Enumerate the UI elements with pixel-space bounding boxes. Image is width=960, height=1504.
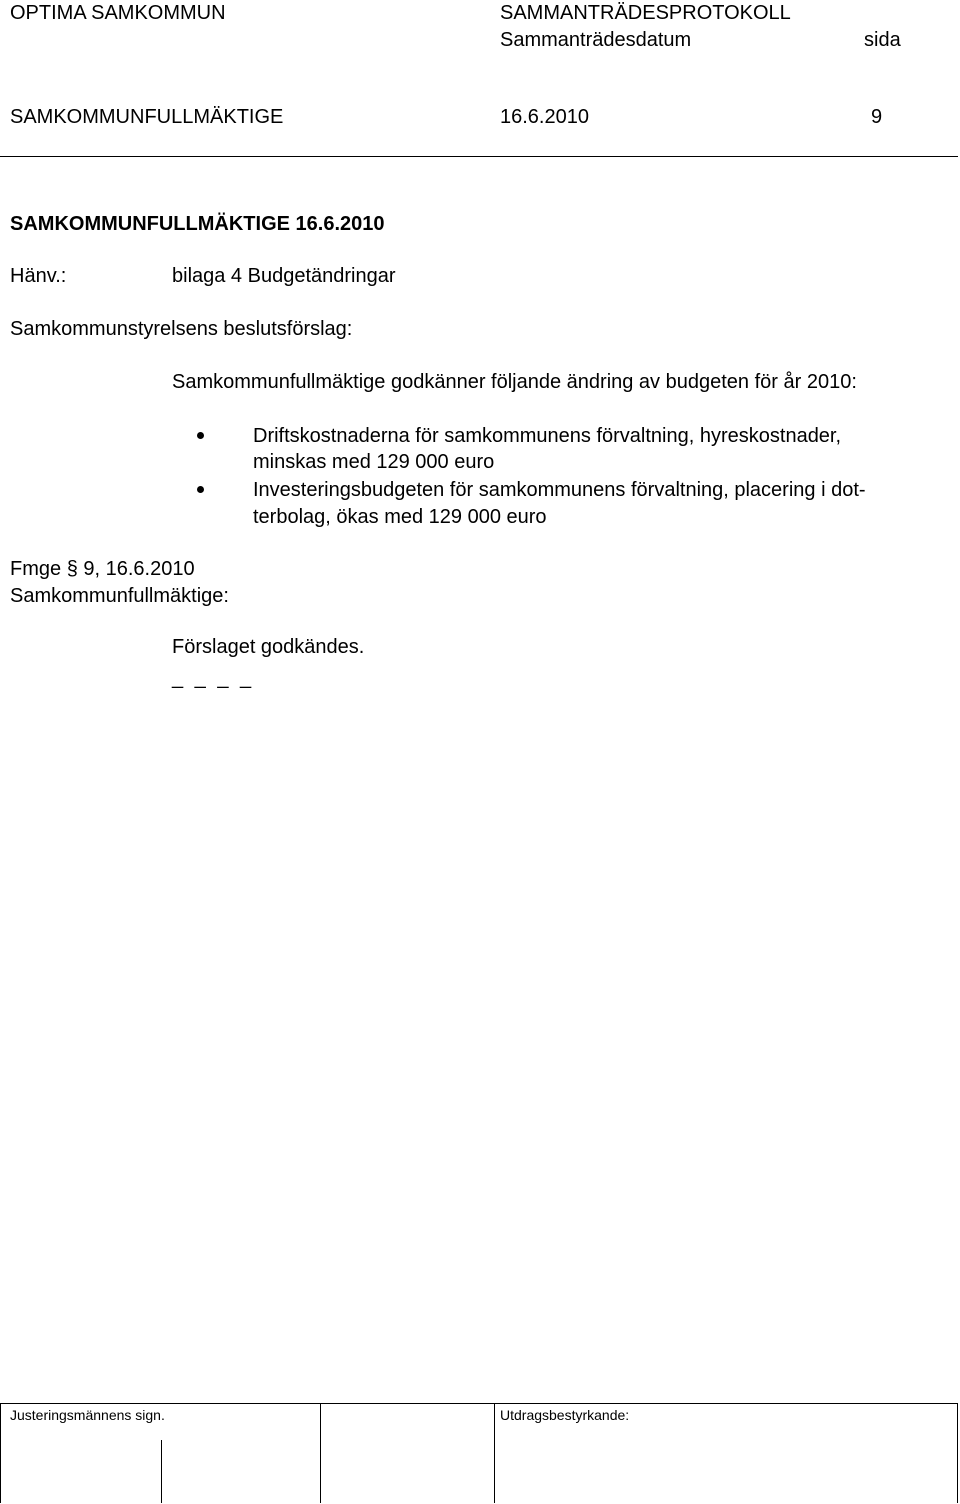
org-name: OPTIMA SAMKOMMUN [10, 2, 226, 24]
end-marks: _ _ _ _ [172, 667, 255, 689]
footer-left-border [0, 1403, 1, 1503]
hanv-text: bilaga 4 Budgetändringar [172, 265, 396, 287]
bullet-1-line-2: minskas med 129 000 euro [253, 451, 495, 473]
proposal-label: Samkommunstyrelsens beslutsförslag: [10, 318, 353, 340]
meeting-body: SAMKOMMUNFULLMÄKTIGE [10, 106, 284, 128]
bullet-2-line-2: terbolag, ökas med 129 000 euro [253, 506, 547, 528]
hanv-label: Hänv.: [10, 265, 67, 287]
page-label: sida [864, 29, 901, 51]
footer-right-border [957, 1403, 958, 1503]
bullet-2-line-1: Investeringsbudgeten för samkommunens förvaltning, placering i dot- [253, 479, 866, 501]
fmge-prefix: Fmge [10, 558, 62, 580]
signature-divider [161, 1440, 162, 1503]
decision-text: Förslaget godkändes. [172, 636, 365, 658]
meeting-date: 16.6.2010 [500, 106, 589, 128]
decision-label: Samkommunfullmäktige: [10, 585, 229, 607]
section-sign: § [66, 558, 78, 580]
header-divider [0, 156, 958, 157]
footer-divider [494, 1403, 495, 1503]
page-number: 9 [871, 106, 883, 128]
bullet-1-line-1: Driftskostnaderna för samkommunens förvaltning, hyreskostnader, [253, 425, 842, 447]
fmge-ref: 9, 16.6.2010 [83, 558, 195, 580]
bullet-marker [197, 432, 204, 439]
date-label: Sammanträdesdatum [500, 29, 692, 51]
footer-top-border [0, 1403, 958, 1404]
bullet-marker [197, 486, 204, 493]
cert-label: Utdragsbestyrkande: [500, 1407, 630, 1423]
doc-type: SAMMANTRÄDESPROTOKOLL [500, 2, 791, 24]
fmge-reference [10, 559, 195, 579]
sign-label: Justeringsmännens sign. [10, 1407, 165, 1423]
section-heading: SAMKOMMUNFULLMÄKTIGE 16.6.2010 [10, 213, 385, 235]
proposal-intro: Samkommunfullmäktige godkänner följande ändring av budgeten för år 2010: [172, 371, 857, 393]
footer-divider [320, 1403, 321, 1503]
